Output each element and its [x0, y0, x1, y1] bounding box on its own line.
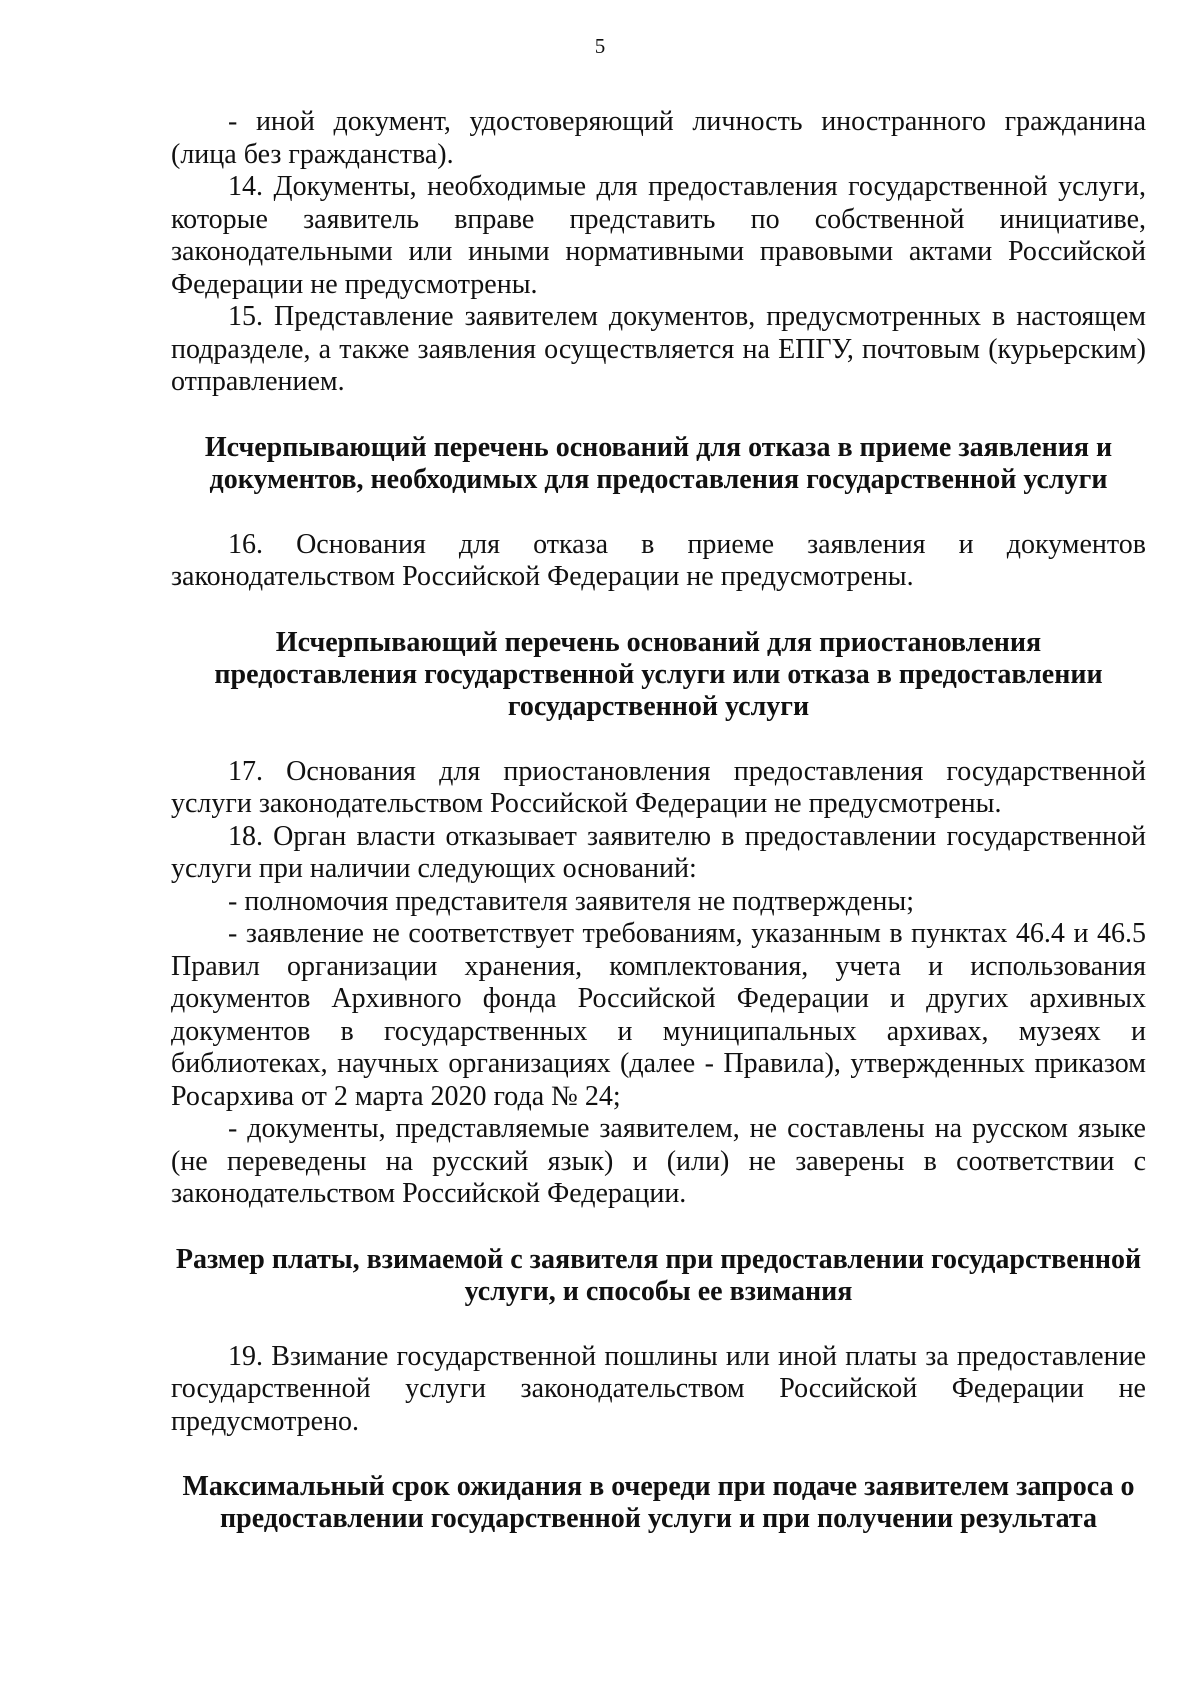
- section-heading-waiting-time: Максимальный срок ожидания в очереди при подаче заявителем запроса о предоставлении государственной услуги и при получении результата: [182, 1471, 1135, 1534]
- paragraph-17: 17. Основания для приостановления предоставления государственной услуги законодательством Российской Федерации не предусмотрены.: [171, 755, 1146, 819]
- paragraph-14: 14. Документы, необходимые для предоставления государственной услуги, которые заявитель вправе представить по собственной инициативе, законодательными или иными нормативными правовыми актами Российской Федерации не предусмотрены.: [171, 171, 1146, 300]
- list-item-18c: - документы, представляемые заявителем, не составлены на русском языке (не переведены на русский язык) и (или) не заверены в соответствии с законодательством Российской Федерации.: [171, 1113, 1146, 1209]
- list-item-18a: - полномочия представителя заявителя не подтверждены;: [228, 885, 914, 917]
- document-body: [171, 106, 1146, 1535]
- section-heading-fee: Размер платы, взимаемой с заявителя при предоставлении государственной услуги, и способы ее взимания: [175, 1243, 1142, 1307]
- paragraph-16: 16. Основания для отказа в приеме заявления и документов законодательством Российской Федерации не предусмотрены.: [171, 528, 1146, 592]
- page-number: 5: [594, 34, 606, 58]
- paragraph-15: 15. Представление заявителем документов, предусмотренных в настоящем подразделе, а также заявления осуществляется на ЕПГУ, почтовым (курьерским) отправлением.: [171, 301, 1146, 397]
- paragraph-identity-document: - иной документ, удостоверяющий личность иностранного гражданина (лица без гражданства).: [171, 106, 1146, 170]
- list-item-18b: - заявление не соответствует требованиям, указанным в пунктах 46.4 и 46.5 Правил организации хранения, комплектования, учета и использования документов Архивного фонда Российской Федерации и других архивных документов в государственных и муниципальных архивах, музеях и библиотеках, научных организациях (далее - Правила), утвержденных приказом Росархива от 2 марта 2020 года № 24;: [171, 918, 1146, 1112]
- paragraph-19: 19. Взимание государственной пошлины или иной платы за предоставление государственной услуги законодательством Российской Федерации не предусмотрено.: [171, 1340, 1146, 1437]
- section-heading-suspension: Исчерпывающий перечень оснований для приостановления предоставления государственной услуги или отказа в предоставлении государственной услуги: [214, 626, 1103, 722]
- paragraph-18: 18. Орган власти отказывает заявителю в предоставлении государственной услуги при наличии следующих оснований:: [171, 820, 1146, 884]
- section-heading-refusal-acceptance: Исчерпывающий перечень оснований для отказа в приеме заявления и документов, необходимых для предоставления государственной услуги: [204, 431, 1113, 495]
